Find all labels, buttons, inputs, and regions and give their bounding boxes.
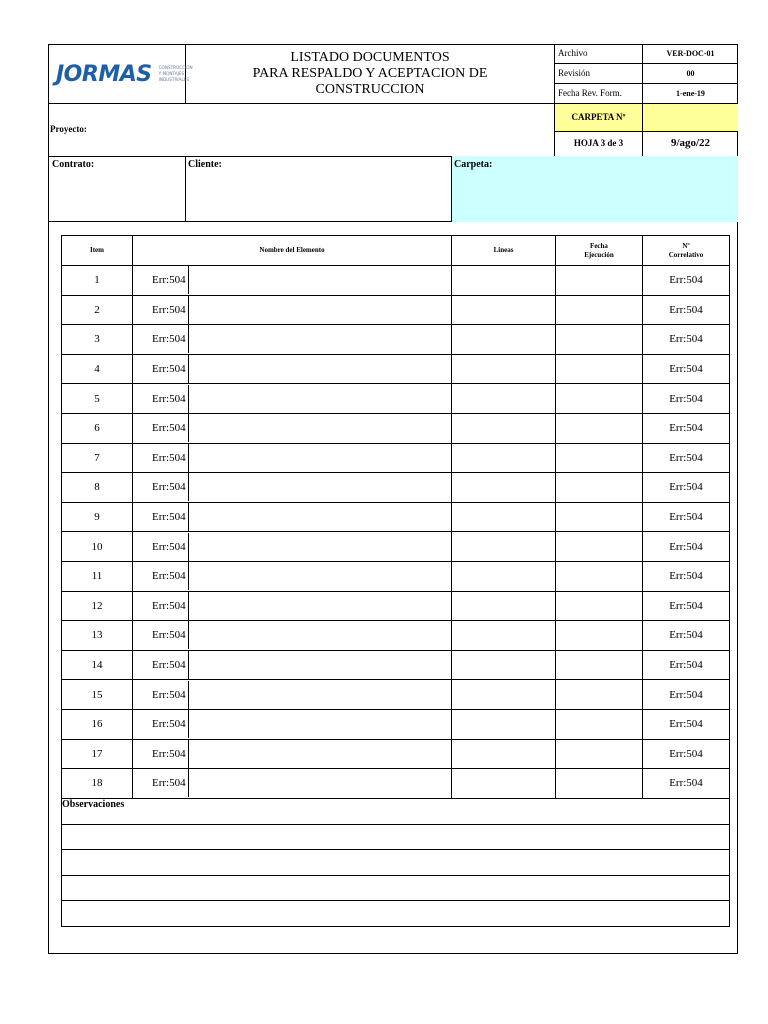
- row-lineas[interactable]: [452, 354, 556, 384]
- header-fecha-line-1: Fecha: [590, 241, 608, 250]
- row-item: 15: [62, 680, 133, 710]
- row-fecha-ejecucion[interactable]: [556, 443, 643, 473]
- row-lineas[interactable]: [452, 532, 556, 562]
- client-field[interactable]: [186, 156, 452, 222]
- row-correlativo: Err:504: [643, 769, 730, 799]
- row-lineas[interactable]: [452, 473, 556, 503]
- row-item: 1: [62, 266, 133, 296]
- row-fecha-ejecucion[interactable]: [556, 354, 643, 384]
- row-item: 18: [62, 769, 133, 799]
- row-element-name[interactable]: [133, 621, 452, 651]
- header-item: Item: [62, 236, 133, 266]
- carpeta-number-label: CARPETA Nº: [554, 104, 642, 132]
- title-line-1: LISTADO DOCUMENTOS: [290, 49, 450, 65]
- row-fecha-ejecucion[interactable]: [556, 709, 643, 739]
- table-row: [62, 709, 730, 739]
- project-label: Proyecto:: [50, 124, 87, 134]
- contract-label: Contrato:: [52, 159, 95, 170]
- row-lineas[interactable]: [452, 709, 556, 739]
- row-correlativo: Err:504: [643, 621, 730, 651]
- row-lineas[interactable]: [452, 325, 556, 355]
- meta-value-fecha-rev: 1-ene-19: [642, 84, 738, 104]
- row-item: 3: [62, 325, 133, 355]
- row-fecha-ejecucion[interactable]: [556, 266, 643, 296]
- row-element-value: Err:504: [152, 355, 189, 383]
- row-element-value: Err:504: [152, 533, 189, 561]
- row-correlativo: Err:504: [643, 709, 730, 739]
- row-element-name[interactable]: [133, 591, 452, 621]
- row-lineas[interactable]: [452, 413, 556, 443]
- row-fecha-ejecucion[interactable]: [556, 561, 643, 591]
- header-fecha-line-2: Ejecución: [584, 250, 614, 259]
- row-correlativo: Err:504: [643, 413, 730, 443]
- row-element-value: Err:504: [152, 414, 189, 442]
- row-fecha-ejecucion[interactable]: [556, 502, 643, 532]
- row-lineas[interactable]: [452, 591, 556, 621]
- row-correlativo: Err:504: [643, 650, 730, 680]
- header-correlativo: [643, 236, 730, 266]
- row-fecha-ejecucion[interactable]: [556, 384, 643, 414]
- row-fecha-ejecucion[interactable]: [556, 739, 643, 769]
- row-fecha-ejecucion[interactable]: [556, 413, 643, 443]
- row-element-name[interactable]: [133, 650, 452, 680]
- meta-label-fecha-rev: Fecha Rev. Form.: [554, 84, 642, 104]
- observation-line-field[interactable]: [62, 850, 730, 876]
- row-element-name[interactable]: [133, 680, 452, 710]
- row-correlativo: Err:504: [643, 739, 730, 769]
- row-item: 11: [62, 561, 133, 591]
- row-correlativo: Err:504: [643, 295, 730, 325]
- meta-value-revision: 00: [642, 64, 738, 84]
- sheet-label: HOJA 3 de 3: [554, 132, 642, 156]
- table-row: [62, 266, 730, 296]
- table-row: [62, 325, 730, 355]
- documents-table: [61, 235, 730, 927]
- row-element-name[interactable]: [133, 561, 452, 591]
- table-row: [62, 473, 730, 503]
- header-corr-line-1: Nº: [682, 241, 690, 250]
- row-fecha-ejecucion[interactable]: [556, 769, 643, 799]
- row-lineas[interactable]: [452, 769, 556, 799]
- observation-line: [62, 824, 730, 850]
- row-lineas[interactable]: [452, 739, 556, 769]
- row-lineas[interactable]: [452, 502, 556, 532]
- row-element-value: Err:504: [152, 651, 189, 679]
- logo-wordmark: JORMAS: [56, 61, 152, 87]
- row-element-value: Err:504: [152, 444, 189, 472]
- row-element-name[interactable]: [133, 325, 452, 355]
- row-correlativo: Err:504: [643, 384, 730, 414]
- sheet-date: 9/ago/22: [642, 132, 738, 156]
- observation-line: [62, 901, 730, 927]
- observation-line-field[interactable]: [62, 875, 730, 901]
- row-lineas[interactable]: [452, 295, 556, 325]
- row-lineas[interactable]: [452, 266, 556, 296]
- table-row: [62, 650, 730, 680]
- row-element-name[interactable]: [133, 266, 452, 296]
- row-element-value: Err:504: [152, 592, 189, 620]
- row-element-name[interactable]: [133, 443, 452, 473]
- header-fecha-ejecucion: [556, 236, 643, 266]
- row-item: 7: [62, 443, 133, 473]
- row-element-name[interactable]: [133, 739, 452, 769]
- meta-label-archivo: Archivo: [554, 44, 642, 64]
- row-fecha-ejecucion[interactable]: [556, 680, 643, 710]
- title-line-3: CONSTRUCCION: [315, 81, 425, 97]
- row-item: 9: [62, 502, 133, 532]
- row-element-name[interactable]: [133, 709, 452, 739]
- row-element-value: Err:504: [152, 681, 189, 709]
- company-logo: [56, 61, 193, 87]
- row-item: 12: [62, 591, 133, 621]
- row-element-value: Err:504: [152, 710, 189, 738]
- row-correlativo: Err:504: [643, 325, 730, 355]
- table-row: [62, 295, 730, 325]
- meta-value-archivo: VER-DOC-01: [642, 44, 738, 64]
- row-correlativo: Err:504: [643, 443, 730, 473]
- row-correlativo: Err:504: [643, 502, 730, 532]
- row-fecha-ejecucion[interactable]: [556, 325, 643, 355]
- row-correlativo: Err:504: [643, 354, 730, 384]
- row-fecha-ejecucion[interactable]: [556, 473, 643, 503]
- row-item: 13: [62, 621, 133, 651]
- header-lineas: Lineas: [452, 236, 556, 266]
- table-row: [62, 591, 730, 621]
- row-correlativo: Err:504: [643, 266, 730, 296]
- row-element-name[interactable]: [133, 532, 452, 562]
- table-row: [62, 384, 730, 414]
- carpeta-number-value[interactable]: [642, 104, 738, 132]
- row-lineas[interactable]: [452, 561, 556, 591]
- row-element-value: Err:504: [152, 296, 189, 324]
- row-item: 2: [62, 295, 133, 325]
- row-correlativo: Err:504: [643, 473, 730, 503]
- row-element-value: Err:504: [152, 325, 189, 353]
- table-row: [62, 769, 730, 799]
- row-element-name[interactable]: [133, 769, 452, 799]
- row-correlativo: Err:504: [643, 591, 730, 621]
- row-element-value: Err:504: [152, 621, 189, 649]
- table-row: [62, 561, 730, 591]
- observation-line-field[interactable]: [62, 824, 730, 850]
- row-item: 17: [62, 739, 133, 769]
- row-item: 14: [62, 650, 133, 680]
- row-fecha-ejecucion[interactable]: [556, 295, 643, 325]
- row-fecha-ejecucion[interactable]: [556, 591, 643, 621]
- observation-line: [62, 850, 730, 876]
- title-line-2: PARA RESPALDO Y ACEPTACION DE: [252, 65, 488, 81]
- row-element-value: Err:504: [152, 562, 189, 590]
- contract-field[interactable]: [48, 156, 186, 222]
- row-element-name[interactable]: [133, 384, 452, 414]
- folder-field[interactable]: [452, 156, 738, 222]
- row-lineas[interactable]: [452, 384, 556, 414]
- row-element-value: Err:504: [152, 503, 189, 531]
- folder-label: Carpeta:: [454, 159, 493, 170]
- observations-label: Observaciones: [62, 798, 730, 824]
- table-row: [62, 532, 730, 562]
- row-lineas[interactable]: [452, 650, 556, 680]
- row-lineas[interactable]: [452, 443, 556, 473]
- row-element-name[interactable]: [133, 354, 452, 384]
- table-row: [62, 502, 730, 532]
- row-fecha-ejecucion[interactable]: [556, 621, 643, 651]
- logo-tagline-line-2: Y MONTAJES INDUSTRIALES: [158, 71, 190, 82]
- table-row: [62, 413, 730, 443]
- row-element-value: Err:504: [152, 385, 189, 413]
- row-fecha-ejecucion[interactable]: [556, 532, 643, 562]
- row-element-name[interactable]: [133, 295, 452, 325]
- row-item: 16: [62, 709, 133, 739]
- row-element-name[interactable]: [133, 473, 452, 503]
- row-element-name[interactable]: [133, 413, 452, 443]
- client-label: Cliente:: [188, 159, 222, 170]
- row-element-value: Err:504: [152, 266, 189, 294]
- table-row: [62, 739, 730, 769]
- table-header-row: [62, 236, 730, 266]
- row-element-value: Err:504: [152, 740, 189, 768]
- observations-header-row: [62, 798, 730, 824]
- row-item: 6: [62, 413, 133, 443]
- meta-label-revision: Revisión: [554, 64, 642, 84]
- row-lineas[interactable]: [452, 680, 556, 710]
- row-item: 10: [62, 532, 133, 562]
- table-row: [62, 354, 730, 384]
- document-title: [186, 44, 554, 104]
- observation-line-field[interactable]: [62, 901, 730, 927]
- row-correlativo: Err:504: [643, 561, 730, 591]
- table-row: [62, 621, 730, 651]
- row-fecha-ejecucion[interactable]: [556, 650, 643, 680]
- row-lineas[interactable]: [452, 621, 556, 651]
- row-element-value: Err:504: [152, 769, 189, 797]
- row-item: 4: [62, 354, 133, 384]
- table-row: [62, 443, 730, 473]
- row-correlativo: Err:504: [643, 680, 730, 710]
- observation-line: [62, 875, 730, 901]
- header-corr-line-2: Correlativo: [668, 250, 704, 259]
- row-element-name[interactable]: [133, 502, 452, 532]
- table-row: [62, 680, 730, 710]
- row-element-value: Err:504: [152, 473, 189, 501]
- row-correlativo: Err:504: [643, 532, 730, 562]
- header-element-name: Nombre del Elemento: [133, 236, 452, 266]
- row-item: 5: [62, 384, 133, 414]
- logo-tagline-line-1: CONSTRUCCIÓN: [158, 65, 193, 70]
- row-item: 8: [62, 473, 133, 503]
